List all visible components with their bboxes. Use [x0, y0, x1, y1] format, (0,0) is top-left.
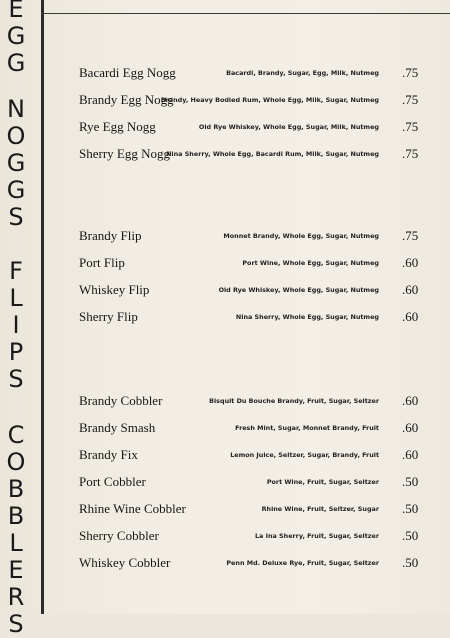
menu-item-price: .60: [402, 255, 419, 270]
menu-item-row: [0, 144, 450, 164]
menu-item-row: [0, 307, 450, 327]
menu-item-name: Sherry Egg Nogg: [79, 146, 170, 161]
menu-item-ingredients: Port Wine, Fruit, Sugar, Seltzer: [266, 478, 379, 486]
menu-item-row: [0, 117, 450, 137]
menu-item-name: Brandy Fix: [79, 447, 138, 462]
menu-item-ingredients: Monnet Brandy, Whole Egg, Sugar, Nutmeg: [223, 232, 379, 240]
menu-item-ingredients: Old Rye Whiskey, Whole Egg, Sugar, Nutmeg: [218, 286, 379, 294]
menu-item-name: Port Flip: [79, 255, 125, 270]
side-letter: L: [9, 529, 23, 557]
menu-item-name: Sherry Cobbler: [79, 528, 159, 543]
menu-item-row: [0, 472, 450, 492]
menu-item-price: .75: [402, 228, 419, 243]
menu-item-row: [0, 418, 450, 438]
menu-item-name: Brandy Flip: [79, 228, 142, 243]
menu-item-name: Whiskey Flip: [79, 282, 150, 297]
menu-item-price: .75: [402, 146, 419, 161]
menu-item-price: .75: [402, 65, 419, 80]
menu-item-price: .50: [402, 555, 419, 570]
side-letter: G: [6, 22, 26, 50]
side-letter: O: [6, 122, 26, 150]
menu-item-row: [0, 526, 450, 546]
menu-item-ingredients: La Ina Sherry, Fruit, Sugar, Seltzer: [254, 532, 379, 540]
side-letter: G: [6, 176, 26, 204]
menu-item-price: .60: [402, 420, 419, 435]
menu-item-ingredients: Penn Md. Deluxe Rye, Fruit, Sugar, Seltzer: [226, 559, 379, 567]
menu-item-ingredients: Nina Sherry, Whole Egg, Sugar, Nutmeg: [235, 313, 379, 321]
side-letter: P: [8, 338, 24, 366]
side-letter: F: [9, 257, 23, 285]
menu-item-ingredients: Bisquit Du Bouche Brandy, Fruit, Sugar, Seltzer: [209, 397, 379, 405]
menu-item-name: Bacardi Egg Nogg: [79, 65, 176, 80]
menu-item-ingredients: Bacardi, Brandy, Sugar, Egg, Milk, Nutmeg: [226, 69, 379, 77]
side-letter: G: [6, 49, 26, 77]
menu-item-name: Brandy Cobbler: [79, 393, 163, 408]
menu-item-name: Rye Egg Nogg: [79, 119, 156, 134]
menu-item-name: Rhine Wine Cobbler: [79, 501, 186, 516]
menu-item-row: [0, 499, 450, 519]
side-letter: O: [6, 448, 26, 476]
menu-item-row: [0, 553, 450, 573]
menu-item-price: .50: [402, 474, 419, 489]
menu-item-price: .50: [402, 501, 419, 516]
menu-item-row: [0, 90, 450, 110]
menu-item-ingredients: Old Rye Whiskey, Whole Egg, Sugar, Milk, Nutmeg: [198, 123, 379, 131]
side-letter: L: [9, 284, 23, 312]
side-letter: E: [8, 0, 24, 23]
side-letter: E: [8, 556, 24, 584]
menu-item-ingredients: Port Wine, Whole Egg, Sugar, Nutmeg: [242, 259, 379, 267]
menu-item-ingredients: Rhine Wine, Fruit, Seltzer, Sugar: [261, 505, 379, 513]
menu-item-row: [0, 280, 450, 300]
side-letter: S: [8, 610, 24, 638]
menu-item-price: .60: [402, 447, 419, 462]
menu-item-row: [0, 253, 450, 273]
side-letter: C: [7, 421, 25, 449]
menu-item-ingredients: Lemon Juice, Seltzer, Sugar, Brandy, Fruit: [230, 451, 379, 459]
menu-item-name: Port Cobbler: [79, 474, 146, 489]
menu-item-row: [0, 226, 450, 246]
menu-item-name: Brandy Smash: [79, 420, 156, 435]
side-letter: S: [8, 365, 24, 393]
menu-item-ingredients: Brandy, Heavy Bodied Rum, Whole Egg, Milk, Sugar, Nutmeg: [160, 96, 379, 104]
menu-item-price: .60: [402, 282, 419, 297]
menu-item-row: [0, 445, 450, 465]
side-letter: R: [7, 583, 25, 611]
side-letter: S: [8, 203, 24, 231]
menu-item-name: Sherry Flip: [79, 309, 138, 324]
side-letter: N: [7, 95, 25, 123]
menu-item-ingredients: Fresh Mint, Sugar, Monnet Brandy, Fruit: [235, 424, 379, 432]
side-letter: I: [12, 311, 20, 339]
menu-item-ingredients: Nina Sherry, Whole Egg, Bacardi Rum, Milk, Sugar, Nutmeg: [166, 150, 379, 158]
menu-item-name: Brandy Egg Nogg: [79, 92, 174, 107]
side-letter: B: [7, 502, 25, 530]
menu-item-price: .75: [402, 119, 419, 134]
top-horizontal-rule: [41, 13, 450, 14]
menu-item-price: .50: [402, 528, 419, 543]
menu-item-price: .75: [402, 92, 419, 107]
menu-item-row: [0, 391, 450, 411]
menu-item-row: [0, 63, 450, 83]
side-letter: G: [6, 149, 26, 177]
menu-item-price: .60: [402, 393, 419, 408]
side-letter: B: [7, 475, 25, 503]
menu-item-name: Whiskey Cobbler: [79, 555, 171, 570]
menu-item-price: .60: [402, 309, 419, 324]
